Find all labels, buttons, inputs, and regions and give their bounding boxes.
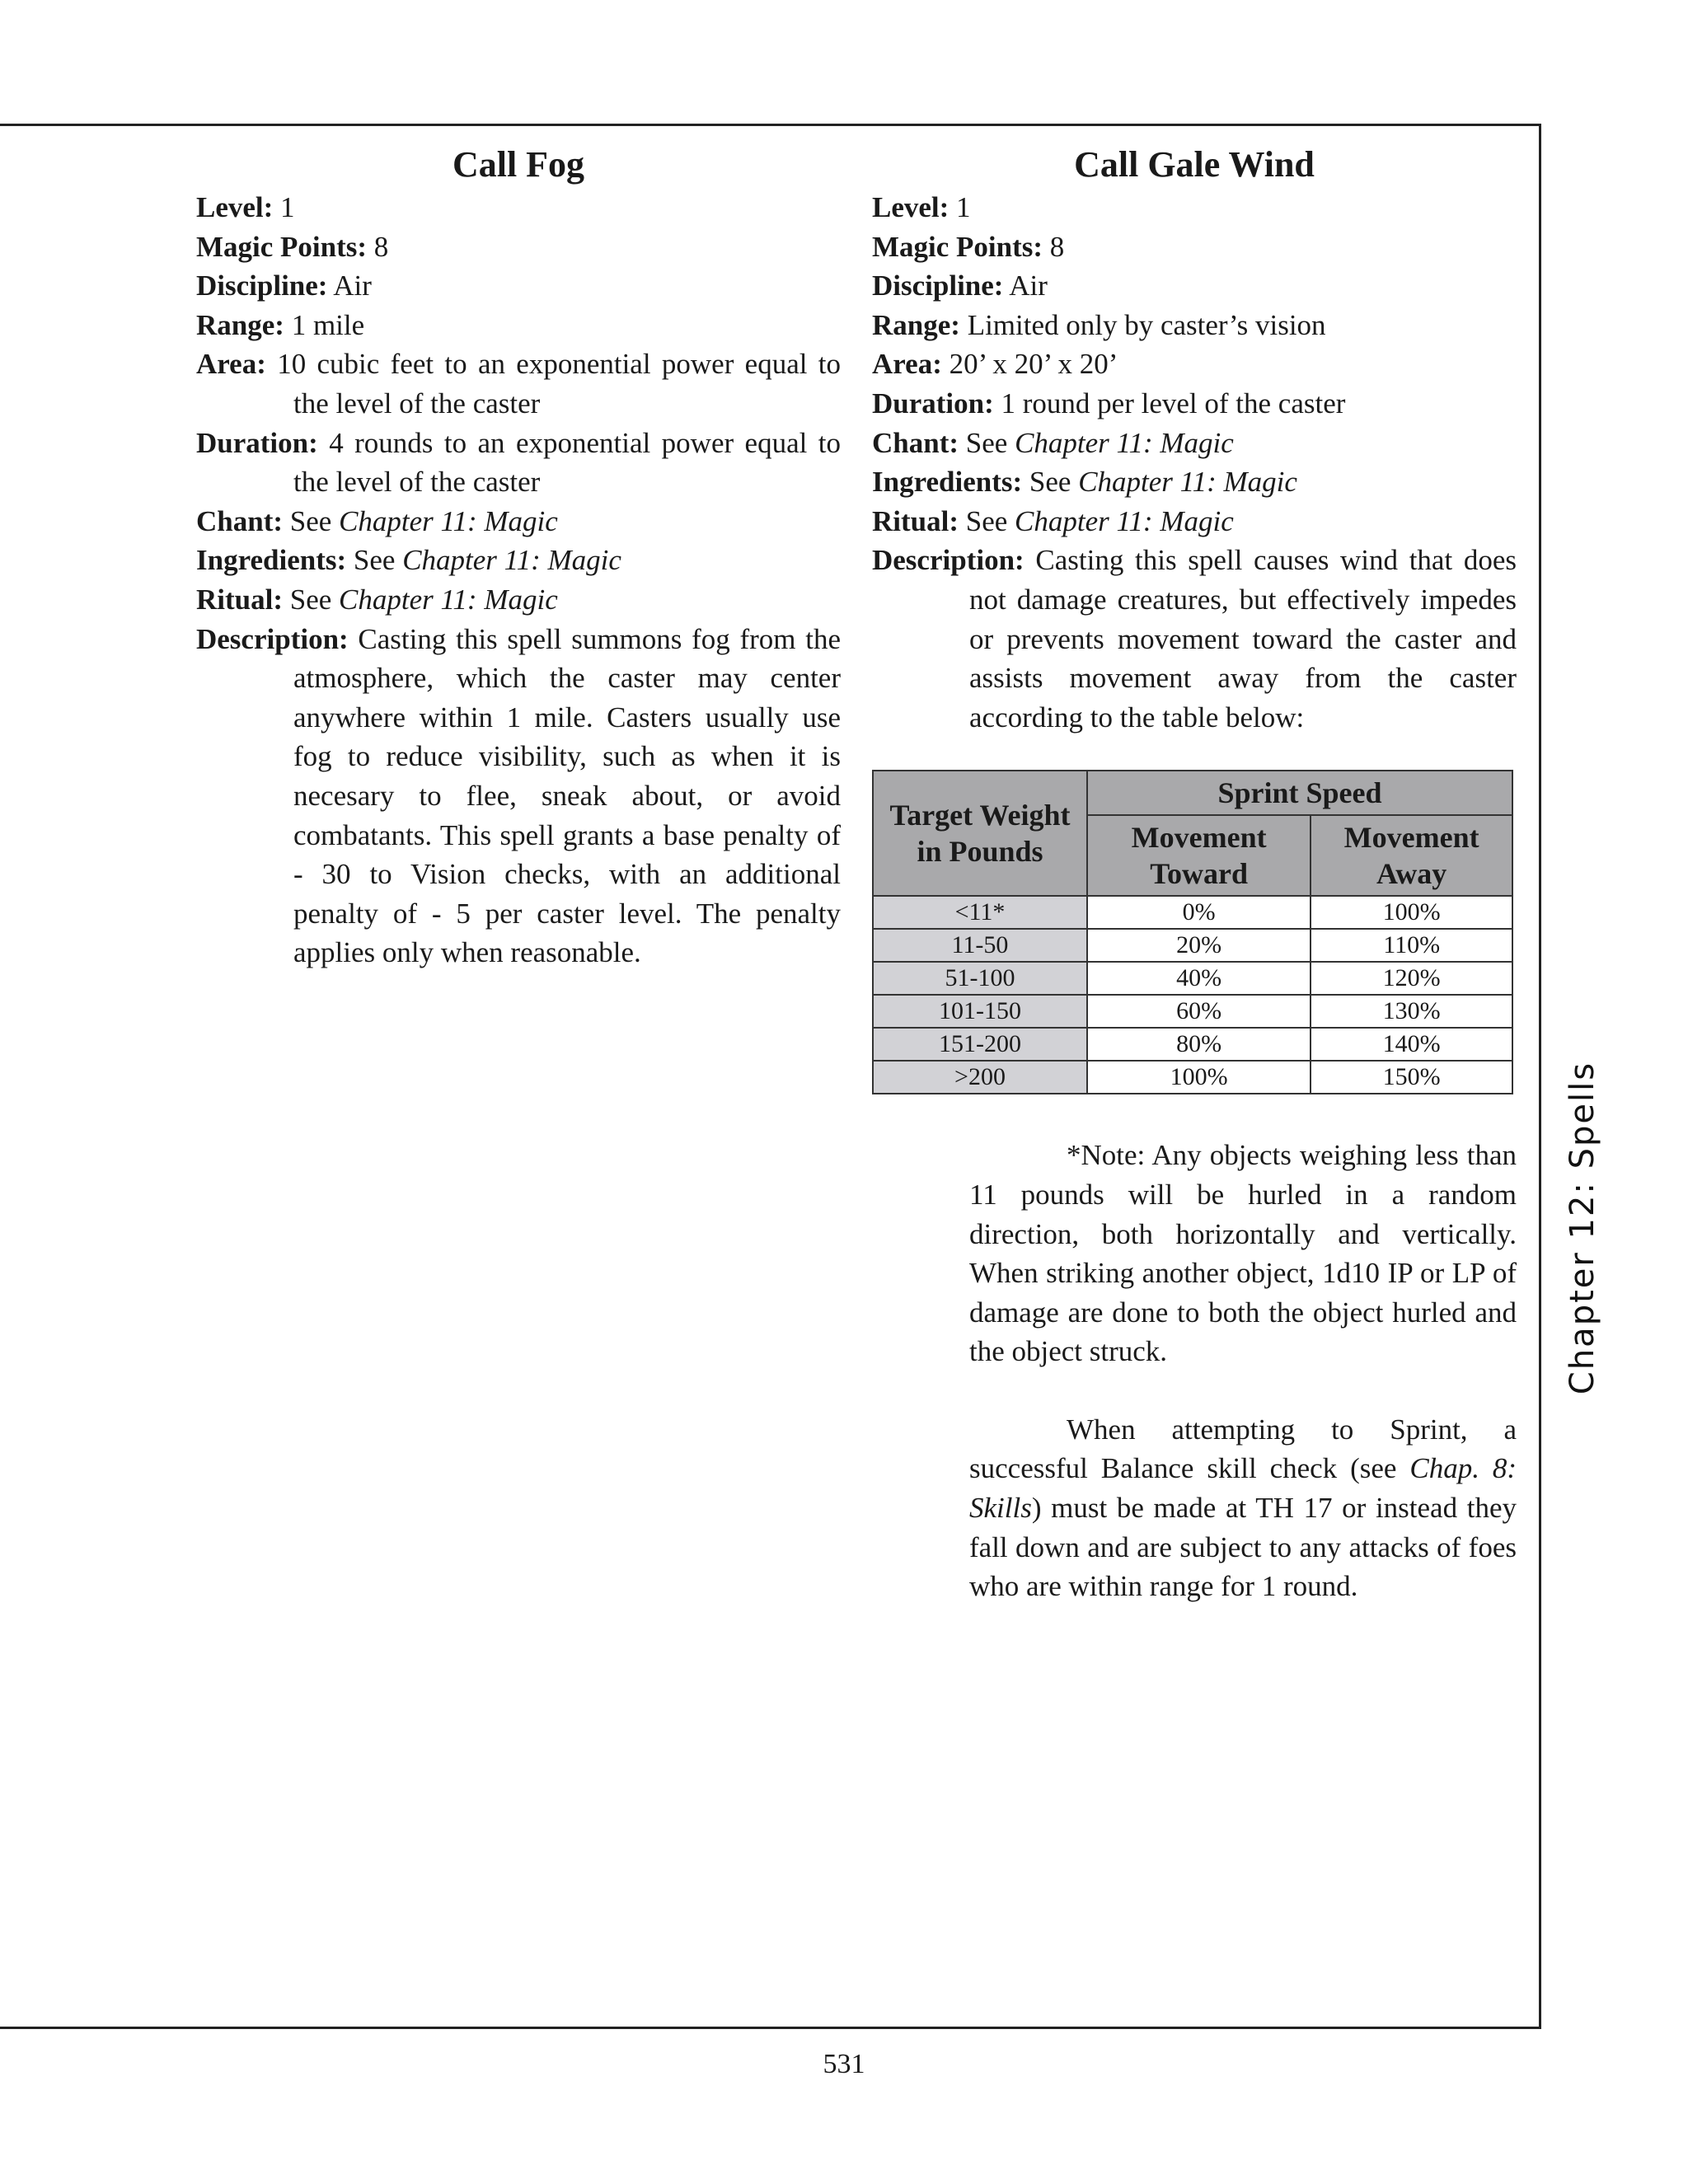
area-label: Area: [196,348,266,381]
chant-pre: See [289,504,332,537]
description-entry [872,541,1517,737]
movement-away-header: Movement Away [1311,815,1512,896]
discipline-entry [872,266,1517,306]
note-sprint-pre: When attempting to Sprint, a successful Balance skill check (see [969,1413,1517,1485]
area-label: Area: [872,348,942,381]
movement-toward-cell: 100% [1087,1061,1311,1094]
movement-away-cell: 150% [1311,1061,1512,1094]
level-label: Level: [872,191,950,223]
magic-points-label: Magic Points: [196,230,368,263]
range-entry [196,306,841,345]
sprint-speed-header: Sprint Speed [1087,771,1512,815]
table-row [873,1061,1512,1094]
level-label: Level: [196,191,274,223]
description-label: Description: [872,544,1025,577]
level-entry [196,188,841,227]
ingredients-ref: Chapter 11: Magic [1078,466,1297,499]
movement-toward-cell: 20% [1087,929,1311,962]
ingredients-ref: Chapter 11: Magic [402,544,621,577]
table-row [873,962,1512,995]
target-weight-header: Target Weight in Pounds [873,771,1087,896]
note-sprint-ref: Chap. 8: Skills [969,1452,1517,1525]
magic-points-label: Magic Points: [872,230,1043,263]
range-value: 1 mile [291,308,365,341]
movement-toward-cell: 60% [1087,995,1311,1028]
weight-cell: 101-150 [873,995,1087,1028]
spell-title: Call Gale Wind [1074,144,1315,185]
movement-away-cell: 110% [1311,929,1512,962]
page-number: 531 [823,2049,865,2079]
movement-away-cell: 120% [1311,962,1512,995]
range-label: Range: [196,308,284,341]
ritual-entry [872,502,1517,541]
movement-toward-header: Movement Toward [1087,815,1311,896]
description-label: Description: [196,622,349,655]
ritual-ref: Chapter 11: Magic [1015,504,1234,537]
weight-cell: 11-50 [873,929,1087,962]
level-value: 1 [280,191,295,223]
area-entry [872,344,1517,384]
magic-points-value: 8 [1049,230,1065,263]
duration-value: 1 round per level of the caster [1001,387,1346,419]
duration-label: Duration: [872,387,994,419]
chant-label: Chant: [872,426,959,459]
spacer [872,1371,1517,1410]
movement-toward-cell: 0% [1087,896,1311,929]
duration-value: 4 rounds to an exponential power equal to the level of the caster [293,426,842,499]
chant-entry [196,502,841,541]
movement-toward-cell: 80% [1087,1028,1311,1061]
spell-call-gale-wind [872,142,1517,1606]
chant-ref: Chapter 11: Magic [339,504,558,537]
chapter-tab: Chapter 12: Spells [1564,1061,1601,1395]
chant-label: Chant: [196,504,284,537]
description-value: Casting this spell summons fog from the atmosphere, which the caster may center anywhere within 1 mile. Casters usually use fog to reduce visibility, such as when it is necesary to flee, sneak about, or avoid combatants. This spell grants a base penalty of - 30 to Vision checks, with an additional penalty of - 5 per caster level. The penalty applies only when reasonable. [293,622,841,969]
ingredients-label: Ingredients: [196,544,347,577]
ritual-ref: Chapter 11: Magic [339,583,558,616]
level-entry [872,188,1517,227]
note-hurled-objects: *Note: Any objects weighing less than 11 pounds will be hurled in a random direction, both horizontally and vertically. When striking another object, 1d10 IP or LP of damage are done to both the object hurled and the object struck. [969,1139,1517,1368]
discipline-value: Air [333,269,372,302]
discipline-label: Discipline: [872,269,1004,302]
area-value: 10 cubic feet to an exponential power equal to the level of the caster [277,348,842,419]
discipline-label: Discipline: [196,269,328,302]
ritual-pre: See [289,583,332,616]
range-label: Range: [872,308,960,341]
chant-entry [872,424,1517,463]
table-body [873,896,1512,1094]
magic-points-entry [872,227,1517,267]
movement-toward-cell: 40% [1087,962,1311,995]
magic-points-entry [196,227,841,267]
spell-call-fog [196,142,841,972]
ritual-entry [196,580,841,620]
weight-cell: >200 [873,1061,1087,1094]
range-entry [872,306,1517,345]
movement-away-cell: 140% [1311,1028,1512,1061]
duration-entry [872,384,1517,424]
ingredients-entry [196,541,841,580]
ingredients-pre: See [353,544,396,577]
ritual-label: Ritual: [196,583,283,616]
area-value: 20’ x 20’ x 20’ [949,348,1118,381]
magic-points-value: 8 [373,230,389,263]
discipline-entry [196,266,841,306]
weight-cell: 51-100 [873,962,1087,995]
note-sprint [969,1410,1517,1606]
table-row [873,995,1512,1028]
spacer [872,1094,1517,1136]
ritual-pre: See [965,504,1008,537]
ingredients-label: Ingredients: [872,466,1023,499]
weight-cell: <11* [873,896,1087,929]
area-entry [196,344,841,423]
discipline-value: Air [1009,269,1048,302]
spell-title: Call Fog [452,144,585,185]
range-value: Limited only by caster’s vision [967,308,1326,341]
table-row [873,1028,1512,1061]
ingredients-pre: See [1029,466,1071,499]
ingredients-entry [872,462,1517,502]
table-row [873,929,1512,962]
note-sprint-post: ) must be made at TH 17 or instead they fall down and are subject to any attacks of foes who are within range for 1 round. [969,1492,1517,1603]
table-row [873,896,1512,929]
level-value: 1 [956,191,971,223]
ritual-label: Ritual: [872,504,959,537]
description-entry [196,620,841,972]
chant-ref: Chapter 11: Magic [1015,426,1234,459]
description-value: Casting this spell causes wind that does not damage creatures, but effectively impedes or prevents movement toward the caster and assists movement away from the caster according to the table below: [969,544,1517,733]
weight-cell: 151-200 [873,1028,1087,1061]
movement-away-cell: 100% [1311,896,1512,929]
sprint-speed-table [872,770,1513,1094]
movement-away-cell: 130% [1311,995,1512,1028]
duration-label: Duration: [196,426,318,459]
duration-entry [196,424,841,502]
chant-pre: See [965,426,1008,459]
